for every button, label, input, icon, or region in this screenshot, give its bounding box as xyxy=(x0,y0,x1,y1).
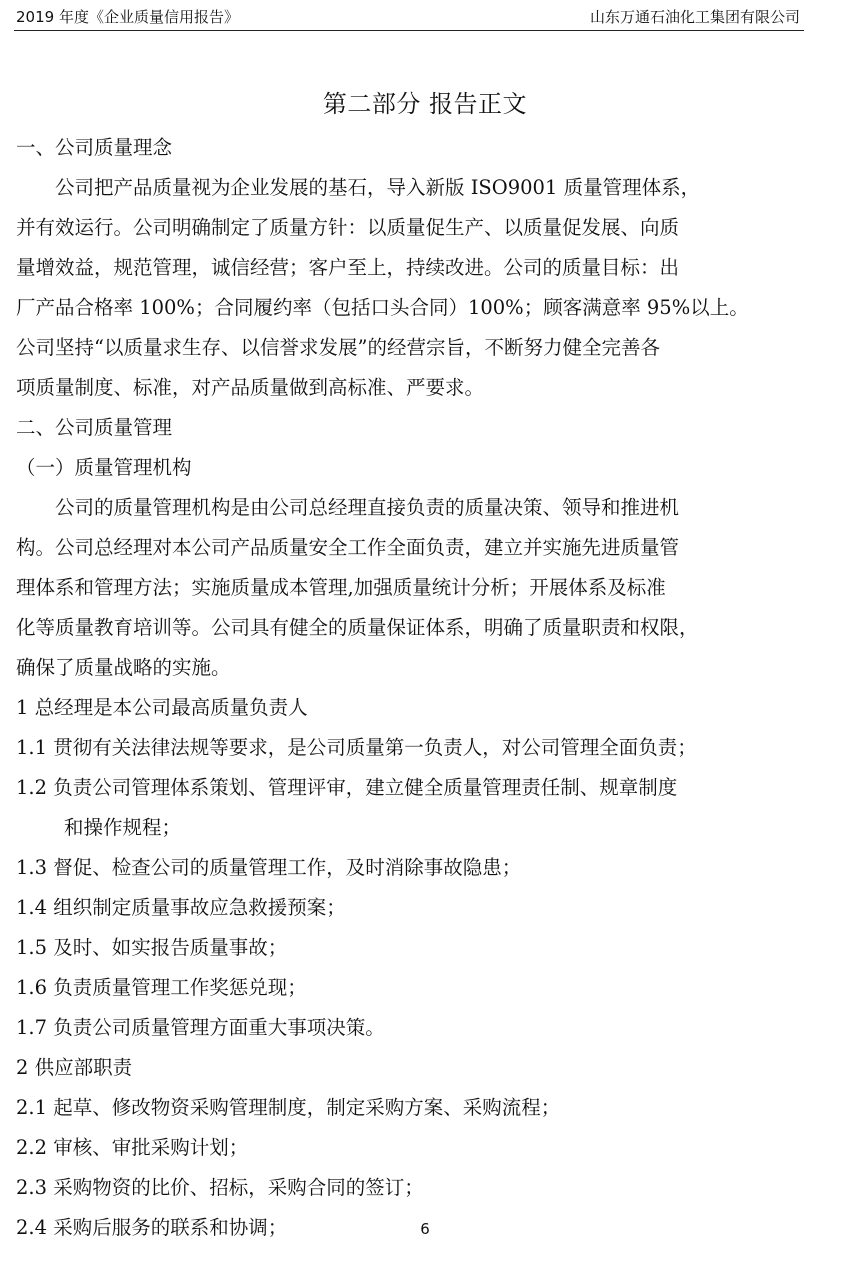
list-item: 2.4 采购后服务的联系和协调； xyxy=(16,1216,288,1239)
paragraph-line: 公司坚持“以质量求生存、以信誉求发展”的经营宗旨，不断努力健全完善各 xyxy=(16,336,660,359)
list-item: 1.3 督促、检查公司的质量管理工作，及时消除事故隐患； xyxy=(16,856,522,879)
subsection-heading: （一）质量管理机构 xyxy=(16,456,192,479)
paragraph-line: 厂产品合格率 100%；合同履约率（包括口头合同）100%；顾客满意率 95%以上。 xyxy=(16,296,749,319)
section-heading: 二、公司质量管理 xyxy=(16,416,173,439)
paragraph-line: 理体系和管理方法；实施质量成本管理,加强质量统计分析；开展体系及标准 xyxy=(16,576,666,599)
section-heading: 一、公司质量理念 xyxy=(16,136,173,159)
list-item: 1.4 组织制定质量事故应急救援预案； xyxy=(16,896,346,919)
page-header xyxy=(14,4,804,31)
report-body xyxy=(16,128,806,1248)
list-item: 2.3 采购物资的比价、招标，采购合同的签订； xyxy=(16,1176,424,1199)
paragraph-line: 项质量制度、标准，对产品质量做到高标准、严要求。 xyxy=(16,376,485,399)
report-title-header: 2019 年度《企业质量信用报告》 xyxy=(16,8,239,26)
paragraph-line: 公司的质量管理机构是由公司总经理直接负责的质量决策、领导和推进机 xyxy=(55,496,680,519)
paragraph-line: 公司把产品质量视为企业发展的基石，导入新版 ISO9001 质量管理体系， xyxy=(55,176,701,199)
list-heading: 2 供应部职责 xyxy=(16,1056,133,1079)
list-item: 1.7 负责公司质量管理方面重大事项决策。 xyxy=(16,1016,385,1039)
list-item-continuation: 和操作规程； xyxy=(64,816,182,839)
list-item: 2.1 起草、修改物资采购管理制度，制定采购方案、采购流程； xyxy=(16,1096,561,1119)
paragraph-line: 构。公司总经理对本公司产品质量安全工作全面负责，建立并实施先进质量管 xyxy=(16,536,680,559)
list-item: 2.2 审核、审批采购计划； xyxy=(16,1136,249,1159)
list-item: 1.1 贯彻有关法律法规等要求，是公司质量第一负责人，对公司管理全面负责； xyxy=(16,736,697,759)
paragraph-line: 量增效益，规范管理，诚信经营；客户至上，持续改进。公司的质量目标：出 xyxy=(16,256,680,279)
paragraph-line: 化等质量教育培训等。公司具有健全的质量保证体系，明确了质量职责和权限， xyxy=(16,616,699,639)
list-item: 1.6 负责质量管理工作奖惩兑现； xyxy=(16,976,307,999)
page-number: 6 xyxy=(420,1220,430,1238)
section-title: 第二部分 报告正文 xyxy=(322,90,528,118)
list-heading: 1 总经理是本公司最高质量负责人 xyxy=(16,696,308,719)
list-item: 1.2 负责公司管理体系策划、管理评审，建立健全质量管理责任制、规章制度 xyxy=(16,776,678,799)
paragraph-line: 并有效运行。公司明确制定了质量方针：以质量促生产、以质量促发展、向质 xyxy=(16,216,680,239)
company-name-header: 山东万通石油化工集团有限公司 xyxy=(589,8,800,26)
list-item: 1.5 及时、如实报告质量事故； xyxy=(16,936,288,959)
paragraph-line: 确保了质量战略的实施。 xyxy=(16,656,231,679)
